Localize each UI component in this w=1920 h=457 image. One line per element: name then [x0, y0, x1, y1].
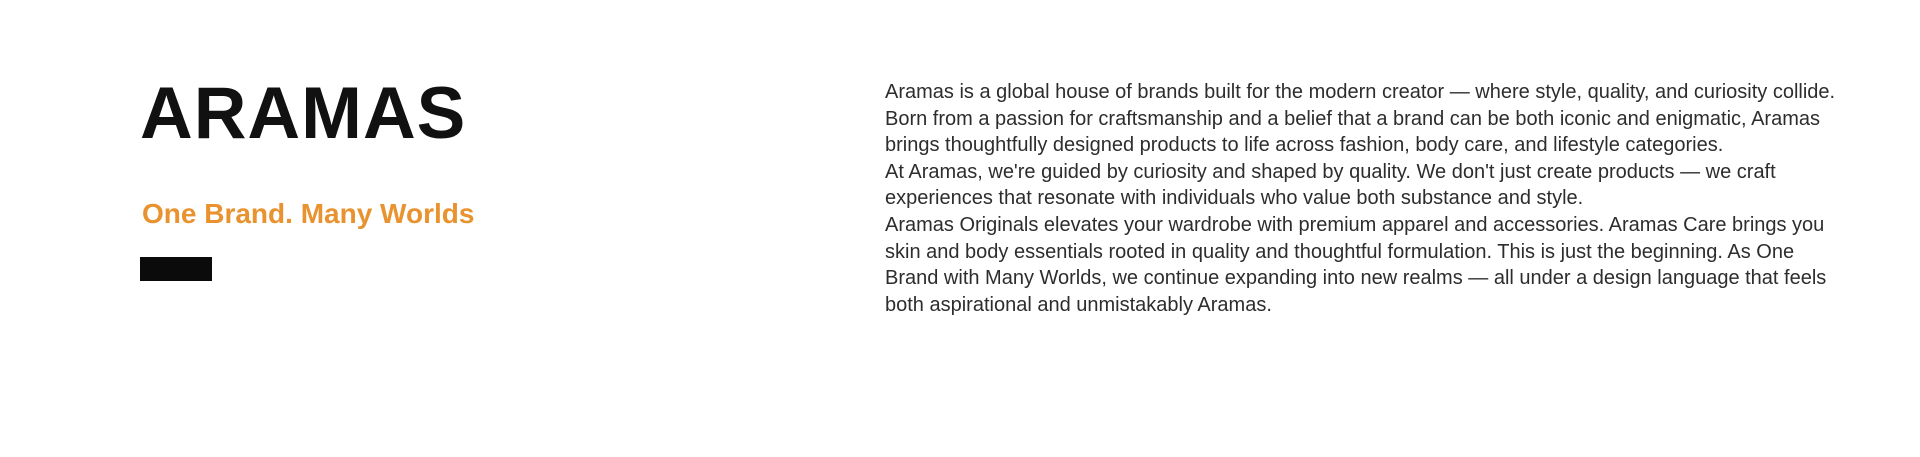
brand-identity-column — [140, 75, 474, 457]
about-paragraph: At Aramas, we're guided by curiosity and shaped by quality. We don't just create products — we craft experiences that resonate with individuals who value both substance and style. — [885, 160, 1776, 210]
brand-title: ARAMAS — [140, 73, 467, 154]
about-paragraph: Aramas is a global house of brands built for the modern creator — where style, quality, and curiosity collide. Born from a passion for craftsmanship and a belief that a brand can be both iconic and enigmatic, Aramas brings thoughtfully designed products to life across fashion, body care, and lifestyle categories. — [885, 81, 1836, 157]
about-paragraph: Aramas Originals elevates your wardrobe with premium apparel and accessories. Aramas Care brings you skin and body essentials rooted in quality and thoughtful formulation. This is just the beginning. As One Brand with Many Worlds, we continue expanding into new realms — all under a design language that feels both aspirational and unmistakably Aramas. — [885, 213, 1827, 316]
brand-tagline: One Brand. Many Worlds — [142, 198, 475, 229]
brand-description-column — [885, 79, 1850, 457]
decorative-black-bar — [140, 257, 212, 281]
